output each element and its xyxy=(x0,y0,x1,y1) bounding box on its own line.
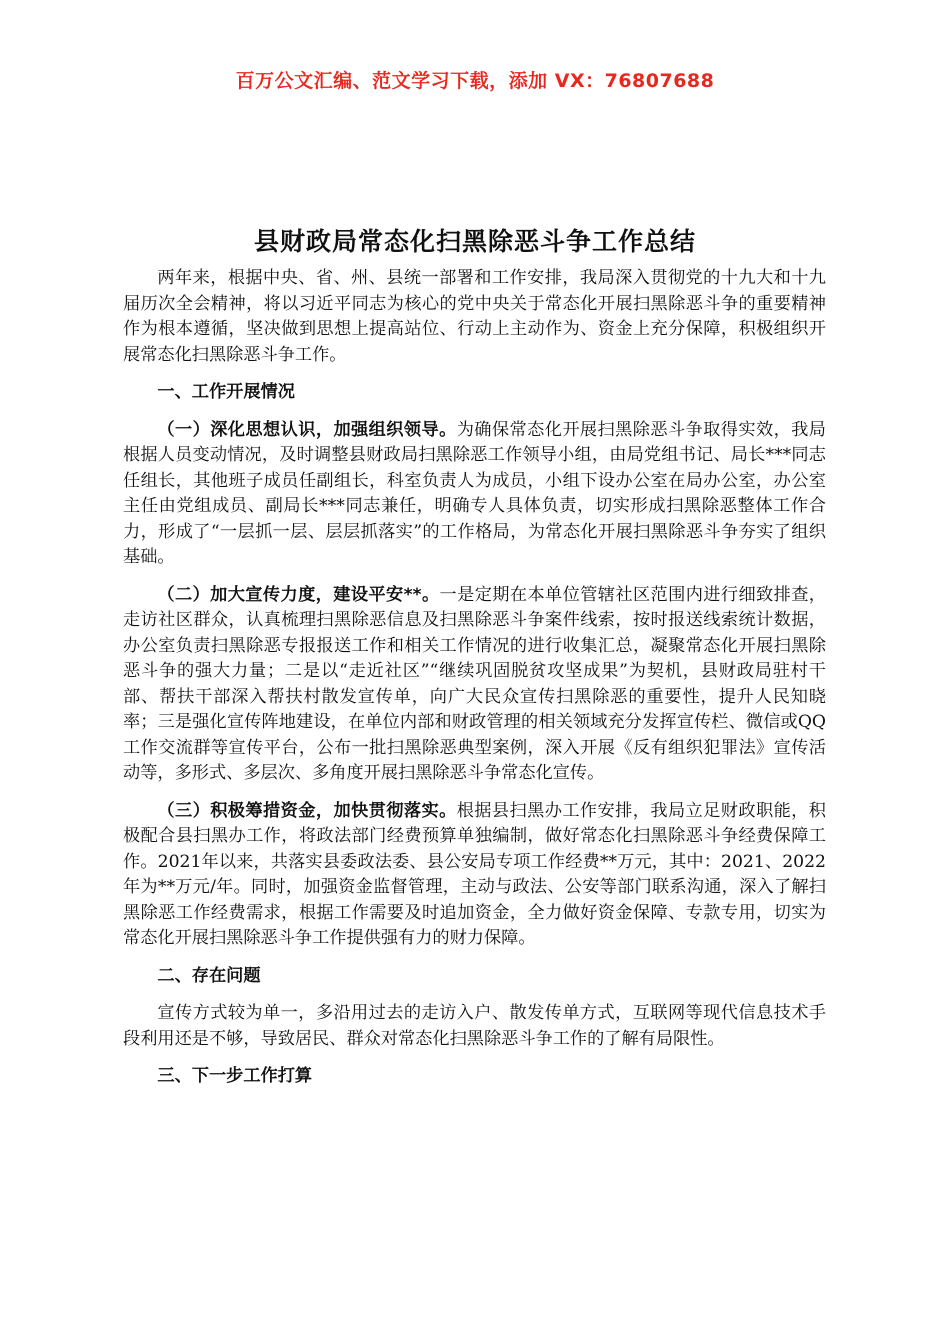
item-lead: （三）积极筹措资金，加快贯彻落实。 xyxy=(157,800,457,821)
document-body xyxy=(123,266,826,1090)
section1-item-3 xyxy=(123,799,826,952)
section-heading-1: 一、工作开展情况 xyxy=(157,382,295,402)
item-text: 根据县扫黑办工作安排，我局立足财政职能，积极配合县扫黑办工作，将政法部门经费预算单独编制，做好常态化扫黑除恶斗争经费保障工作。2021年以来，共落实县委政法委、县公安局专项工作经费**万元，其中：2021、2022年为**万元/年。同时，加强资金监督管理，主动与政法、公安等部门联系沟通，深入了解扫黑除恶工作经费需求，根据工作需要及时追加资金，全力做好资金保障、专款专用，切实为常态化开展扫黑除恶斗争工作提供强有力的财力保障。 xyxy=(123,800,826,948)
item-lead: （二）加大宣传力度，建设平安**。 xyxy=(157,584,440,605)
document-title: 县财政局常态化扫黑除恶斗争工作总结 xyxy=(253,227,696,256)
section-heading-2: 二、存在问题 xyxy=(157,965,261,986)
item-text: 为确保常态化开展扫黑除恶斗争取得实效，我局根据人员变动情况，及时调整县财政局扫黑除恶工作领导小组，由局党组书记、局长***同志任组长，其他班子成员任副组长，科室负责人为成员，小组下设办公室在局办公室，办公室主任由党组成员、副局长***同志兼任，明确专人具体负责，切实形成扫黑除恶整体工作合力，形成了“一层抓一层、层层抓落实”的工作格局，为常态化开展扫黑除恶斗争夯实了组织基础。 xyxy=(123,419,826,567)
item-text: 一是定期在本单位管辖社区范围内进行细致排查，走访社区群众，认真梳理扫黑除恶信息及扫黑除恶斗争案件线索，按时报送线索统计数据，办公室负责扫黑除恶专报报送工作和相关工作情况的进行收集汇总，凝聚常态化开展扫黑除恶斗争的强大力量；二是以“走近社区”“继续巩固脱贫攻坚成果”为契机，县财政局驻村干部、帮扶干部深入帮扶村散发宣传单，向广大民众宣传扫黑除恶的重要性，提升人民知晓率；三是强化宣传阵地建设，在单位内部和财政管理的相关领域充分发挥宣传栏、微信或QQ工作交流群等宣传平台，公布一批扫黑除恶典型案例，深入开展《反有组织犯罪法》宣传活动等，多形式、多层次、多角度开展扫黑除恶斗争常态化宣传。 xyxy=(123,584,826,783)
intro-paragraph: 两年来，根据中央、省、州、县统一部署和工作安排，我局深入贯彻党的十九大和十九届历次全会精神，将以习近平同志为核心的党中央关于常态化开展扫黑除恶斗争的重要精神作为根本遵循，坚决做到思想上提高站位、行动上主动作为、资金上充分保障，积极组织开展常态化扫黑除恶斗争工作。 xyxy=(123,268,826,365)
header-watermark-note: 百万公文汇编、范文学习下载，添加 VX：76807688 xyxy=(235,70,715,92)
section-heading-3: 三、下一步工作打算 xyxy=(157,1066,313,1086)
section1-item-1 xyxy=(123,418,826,571)
section2-paragraph: 宣传方式较为单一，多沿用过去的走访入户、散发传单方式，互联网等现代信息技术手段利用还是不够，导致居民、群众对常态化扫黑除恶斗争工作的了解有局限性。 xyxy=(123,1003,826,1049)
item-lead: （一）深化思想认识，加强组织领导。 xyxy=(157,419,457,440)
section1-item-2 xyxy=(123,583,826,787)
